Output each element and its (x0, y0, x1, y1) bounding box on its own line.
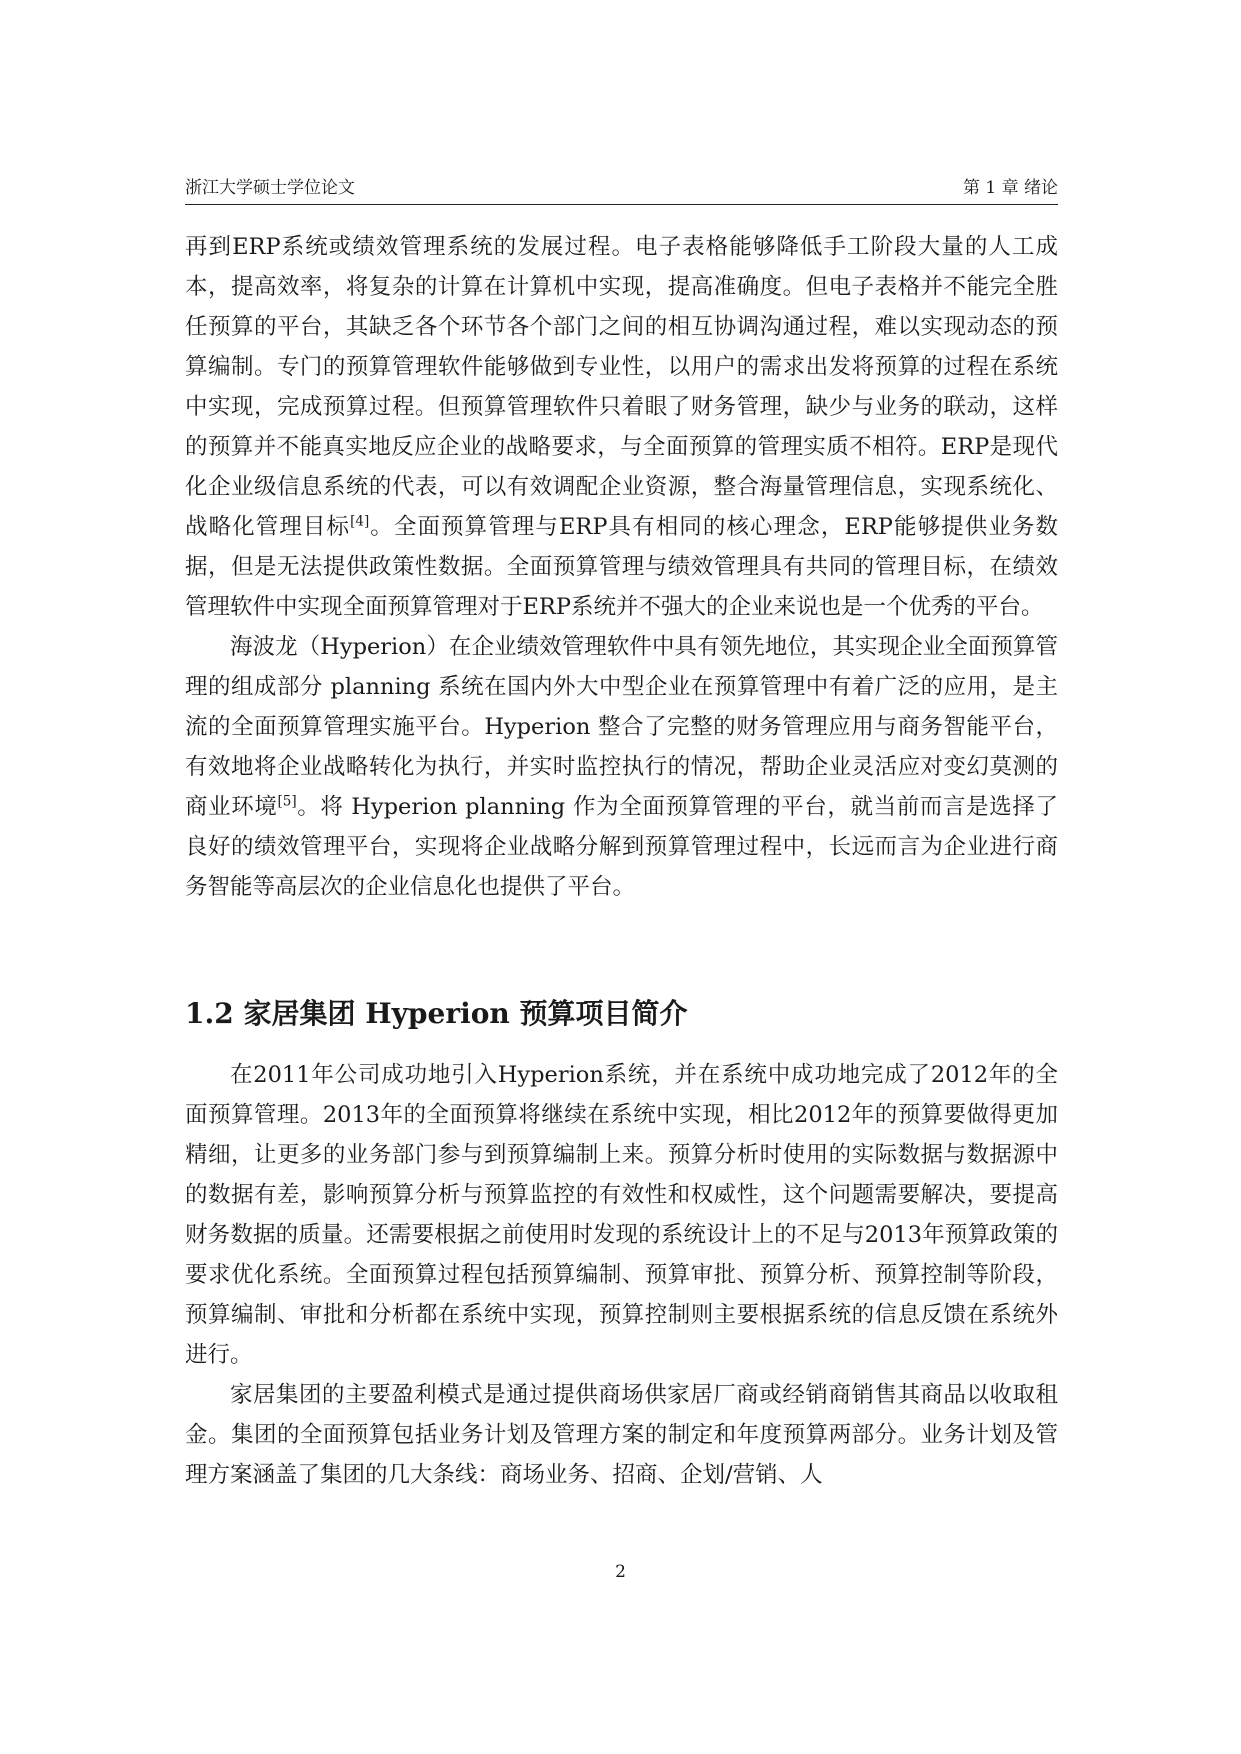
paragraph-2-text-b: 。将 Hyperion planning 作为全面预算管理的平台，就当前而言是选择了良好的绩效管理平台，实现将企业战略分解到预算管理过程中，长远而言为企业进行商务智能等高层次的企业信息化也提供了平台。 (185, 794, 1058, 900)
paragraph-1-text-b: 。全面预算管理与ERP具有相同的核心理念，ERP能够提供业务数据，但是无法提供政策性数据。全面预算管理与绩效管理具有共同的管理目标，在绩效管理软件中实现全面预算管理对于ERP系统并不强大的企业来说也是一个优秀的平台。 (185, 514, 1058, 620)
paragraph-3: 在2011年公司成功地引入Hyperion系统，并在系统中成功地完成了2012年的全面预算管理。2013年的全面预算将继续在系统中实现，相比2012年的预算要做得更加精细，让更多的业务部门参与到预算编制上来。预算分析时使用的实际数据与数据源中的数据有差，影响预算分析与预算监控的有效性和权威性，这个问题需要解决，要提高财务数据的质量。还需要根据之前使用时发现的系统设计上的不足与2013年预算政策的要求优化系统。全面预算过程包括预算编制、预算审批、预算分析、预算控制等阶段，预算编制、审批和分析都在系统中实现，预算控制则主要根据系统的信息反馈在系统外进行。 (185, 1062, 1058, 1368)
page-number: 2 (615, 1562, 626, 1582)
body-text-bottom (185, 1055, 1058, 1495)
page-header (185, 176, 1058, 205)
header-thesis-title: 浙江大学硕士学位论文 (185, 178, 355, 198)
header-chapter-title: 第 1 章 绪论 (962, 178, 1058, 198)
section-heading: 1.2 家居集团 Hyperion 预算项目简介 (185, 997, 688, 1030)
body-text-top (185, 227, 1058, 907)
paragraph-1 (185, 227, 1058, 627)
citation-5: [5] (277, 793, 297, 810)
paragraph-2 (185, 627, 1058, 907)
paragraph-2-text-a: 海波龙（Hyperion）在企业绩效管理软件中具有领先地位，其实现企业全面预算管理的组成部分 planning 系统在国内外大中型企业在预算管理中有着广泛的应用，是主流的全面预算管理实施平台。Hyperion 整合了完整的财务管理应用与商务智能平台，有效地将企业战略转化为执行，并实时监控执行的情况，帮助企业灵活应对变幻莫测的商业环境 (185, 634, 1058, 820)
paragraph-4: 家居集团的主要盈利模式是通过提供商场供家居厂商或经销商销售其商品以收取租金。集团的全面预算包括业务计划及管理方案的制定和年度预算两部分。业务计划及管理方案涵盖了集团的几大条线：商场业务、招商、企划/营销、人 (185, 1382, 1058, 1488)
paragraph-1-text-a: 再到ERP系统或绩效管理系统的发展过程。电子表格能够降低手工阶段大量的人工成本，提高效率，将复杂的计算在计算机中实现，提高准确度。但电子表格并不能完全胜任预算的平台，其缺乏各个环节各个部门之间的相互协调沟通过程，难以实现动态的预算编制。专门的预算管理软件能够做到专业性，以用户的需求出发将预算的过程在系统中实现，完成预算过程。但预算管理软件只着眼了财务管理，缺少与业务的联动，这样的预算并不能真实地反应企业的战略要求，与全面预算的管理实质不相符。ERP是现代化企业级信息系统的代表，可以有效调配企业资源，整合海量管理信息，实现系统化、战略化管理目标 (185, 234, 1058, 540)
citation-4: [4] (350, 513, 370, 530)
